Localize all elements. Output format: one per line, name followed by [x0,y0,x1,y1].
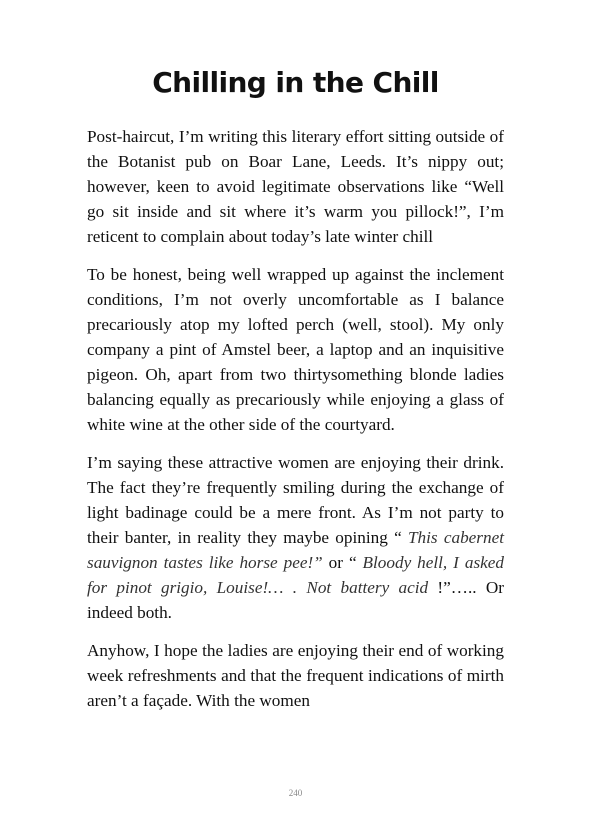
paragraph-3-between: or “ [322,553,363,572]
paragraph-2: To be honest, being well wrapped up against the inclement conditions, I’m not overly uncomfortable as I balance precariously atop my lofted perch (well, stool). My only company a pint of Amstel beer, a laptop and an inquisitive pigeon. Oh, apart from two thirtysomething blonde ladies balancing equally as precariously while enjoying a glass of white wine at the other side of the courtyard. [87,265,504,434]
paragraph-1: Post-haircut, I’m writing this literary effort sitting outside of the Botanist pub on Boar Lane, Leeds. It’s nippy out; however, keen to avoid legitimate observations like “Well go sit inside and sit where it’s warm you pillock!”, I’m reticent to complain about today’s late winter chill [87,127,504,246]
paragraph-4: Anyhow, I hope the ladies are enjoying their end of working week refreshments and that the frequent indications of mirth aren’t a façade. With the women [87,641,504,710]
paragraph-3 [87,450,504,625]
page-number: 240 [288,788,303,798]
chapter-title: Chilling in the Chill [152,66,439,99]
paragraph-3-outro: !”….. Or indeed both. [87,578,504,622]
chapter-body [87,124,504,713]
quote-pinot-grigio: Bloody hell, I asked for pinot grigio, Louise!… . Not battery acid [87,553,504,597]
quote-horse-pee: This cabernet sauvignon tastes like horse pee!” [87,528,504,572]
paragraph-3-intro: I’m saying these attractive women are enjoying their drink. The fact they’re frequently smiling during the exchange of light badinage could be a mere front. As I’m not party to their banter, in reality they maybe opining “ [87,453,504,547]
